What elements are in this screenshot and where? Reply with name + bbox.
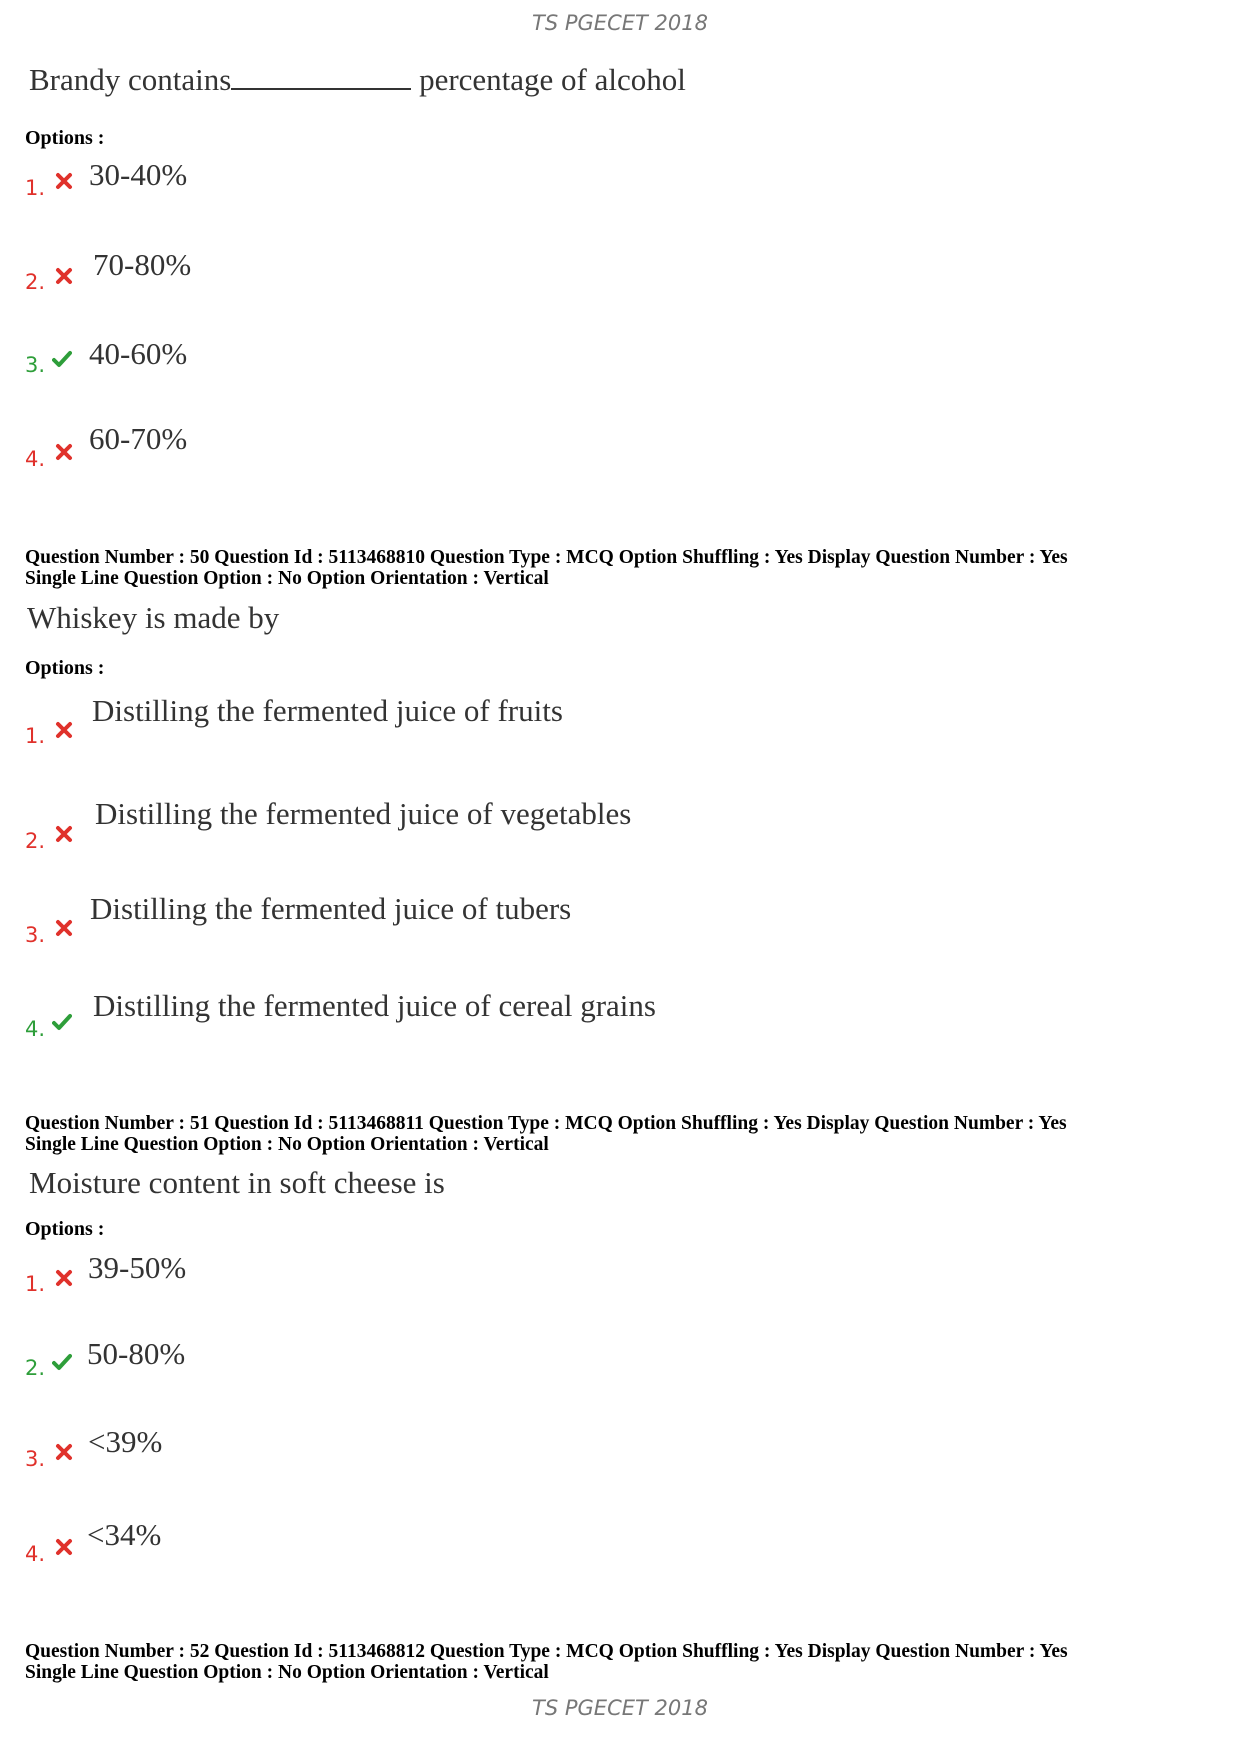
check-icon	[52, 1352, 72, 1372]
option-number: 2.	[25, 1356, 46, 1380]
question-50-text: Whiskey is made by	[27, 600, 280, 635]
cross-icon	[54, 720, 74, 740]
check-icon	[52, 1012, 72, 1032]
option-number: 3.	[25, 353, 46, 377]
option-number: 3.	[25, 1447, 46, 1471]
option-text: 40-60%	[89, 336, 188, 371]
cross-icon	[54, 918, 74, 938]
options-label: Options :	[25, 1218, 105, 1240]
cross-icon	[54, 171, 74, 191]
option-number: 4.	[25, 447, 46, 471]
question-49-text-before: Brandy contains	[29, 62, 232, 97]
option-text: <34%	[87, 1517, 162, 1552]
page-header: TS PGECET 2018	[532, 11, 708, 35]
cross-icon	[54, 266, 74, 286]
option-number: 1.	[25, 724, 46, 748]
option-text: Distilling the fermented juice of cereal grains	[93, 988, 656, 1023]
option-text: 30-40%	[89, 157, 188, 192]
option-number: 4.	[25, 1017, 46, 1041]
question-meta-line: Single Line Question Option : No Option Orientation : Vertical	[25, 568, 549, 589]
question-meta-line: Question Number : 51 Question Id : 5113468811 Question Type : MCQ Option Shuffling : Yes Display Question Number : Yes	[25, 1113, 1067, 1134]
option-text: 50-80%	[87, 1336, 186, 1371]
option-text: 39-50%	[88, 1250, 187, 1285]
cross-icon	[54, 1537, 74, 1557]
option-text: 60-70%	[89, 421, 188, 456]
question-51-text: Moisture content in soft cheese is	[29, 1165, 445, 1200]
option-number: 2.	[25, 270, 46, 294]
cross-icon	[54, 824, 74, 844]
cross-icon	[54, 1442, 74, 1462]
option-number: 1.	[25, 1272, 46, 1296]
option-text: 70-80%	[93, 247, 192, 282]
question-52-meta	[25, 1641, 1068, 1683]
page-footer: TS PGECET 2018	[532, 1696, 708, 1720]
question-51-meta	[25, 1113, 1067, 1155]
answer-blank	[231, 88, 411, 90]
question-meta-line: Question Number : 50 Question Id : 5113468810 Question Type : MCQ Option Shuffling : Yes Display Question Number : Yes	[25, 547, 1068, 568]
question-49-text-after: percentage of alcohol	[419, 62, 686, 97]
option-number: 2.	[25, 829, 46, 853]
question-meta-line: Question Number : 52 Question Id : 5113468812 Question Type : MCQ Option Shuffling : Yes Display Question Number : Yes	[25, 1641, 1068, 1662]
option-text: Distilling the fermented juice of tubers	[90, 891, 572, 926]
option-number: 4.	[25, 1542, 46, 1566]
option-text: Distilling the fermented juice of fruits	[92, 693, 563, 728]
question-50-meta	[25, 547, 1068, 589]
options-label: Options :	[25, 657, 105, 679]
option-number: 1.	[25, 176, 46, 200]
question-meta-line: Single Line Question Option : No Option Orientation : Vertical	[25, 1662, 549, 1683]
question-49-text	[29, 62, 686, 98]
option-text: Distilling the fermented juice of vegetables	[95, 796, 632, 831]
option-number: 3.	[25, 923, 46, 947]
cross-icon	[54, 442, 74, 462]
cross-icon	[54, 1268, 74, 1288]
options-label: Options :	[25, 127, 105, 149]
question-meta-line: Single Line Question Option : No Option Orientation : Vertical	[25, 1134, 549, 1155]
option-text: <39%	[88, 1424, 163, 1459]
check-icon	[52, 349, 72, 369]
